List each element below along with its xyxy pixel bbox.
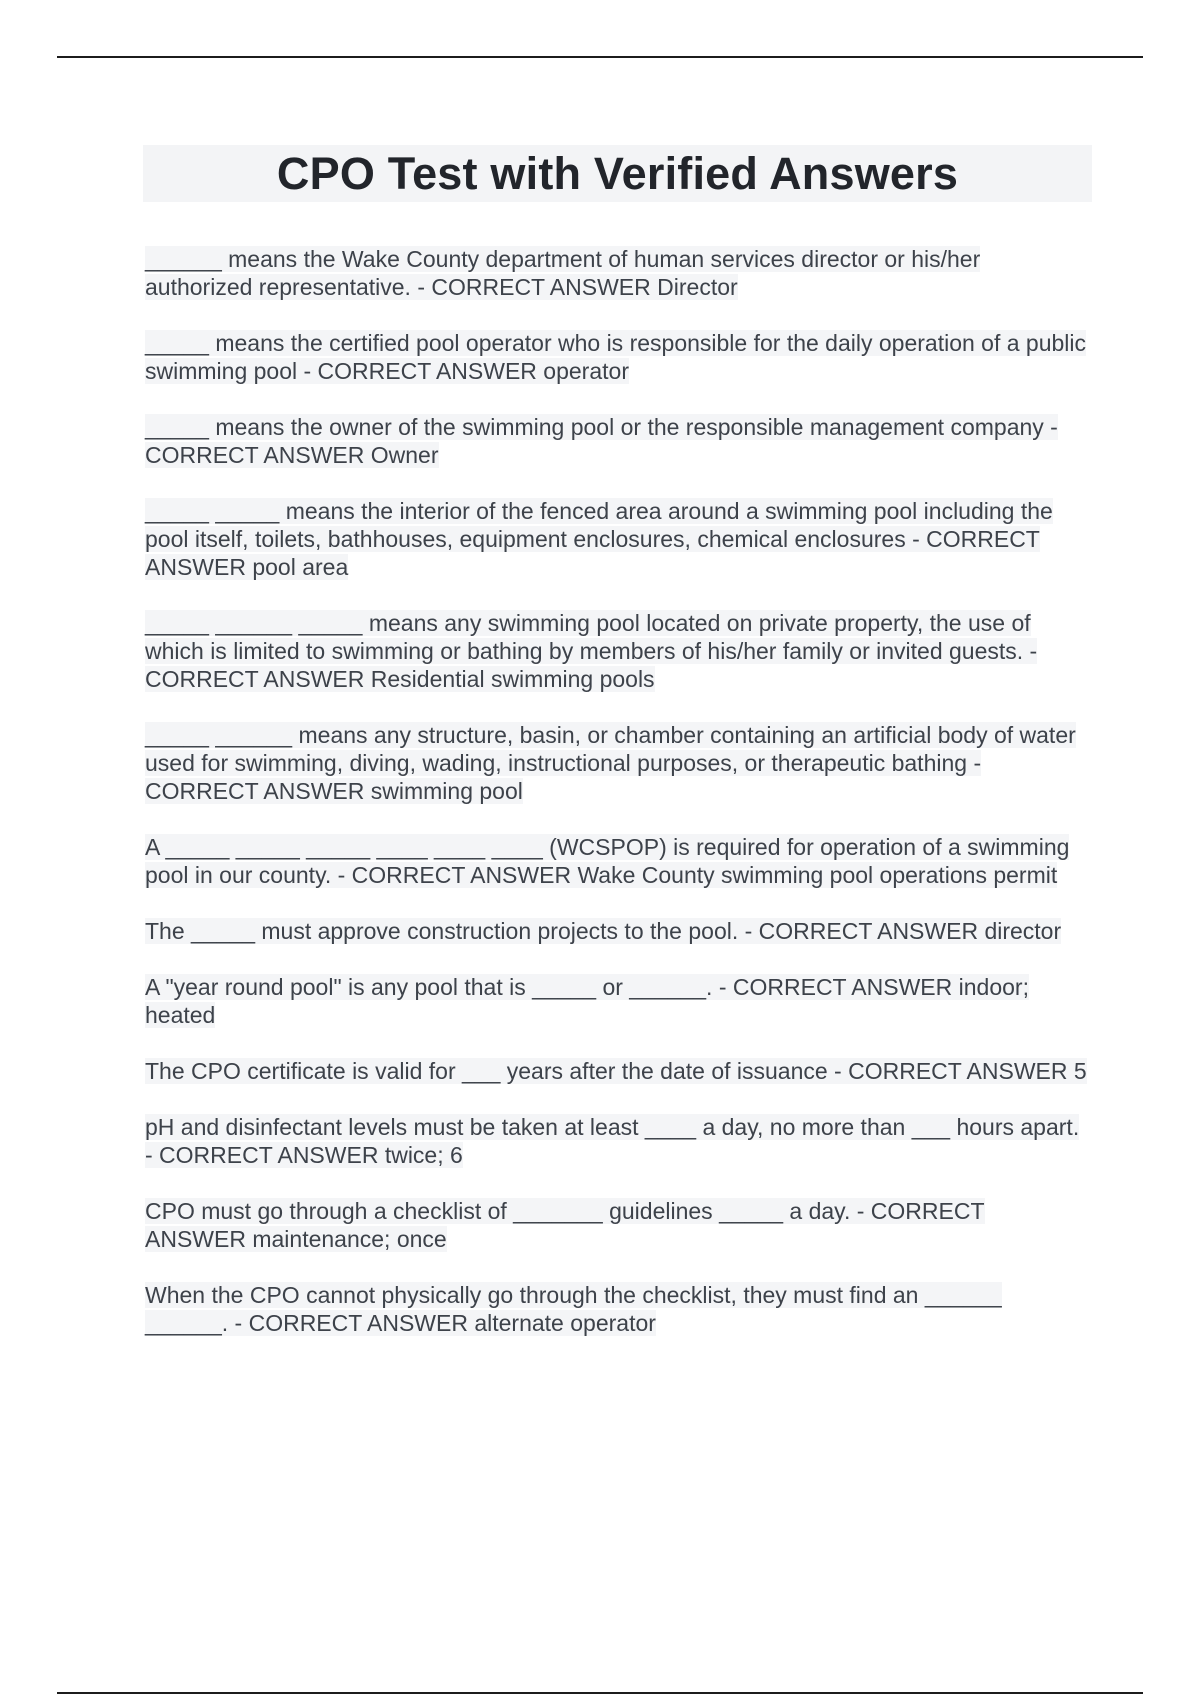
question-item <box>145 917 1090 945</box>
question-text: _____ ______ _____ means any swimming pool located on private property, the use of which is limited to swimming or bathing by members of his/her family or invited guests. - CORRECT ANSWER Residential swimming pools <box>145 610 1038 692</box>
question-text: A _____ _____ _____ ____ ____ ____ (WCSPOP) is required for operation of a swimming pool in our county. - CORRECT ANSWER Wake County swimming pool operations permit <box>145 834 1070 888</box>
question-list <box>145 245 1090 1365</box>
question-text: ______ means the Wake County department of human services director or his/her authorized representative. - CORRECT ANSWER Director <box>145 246 981 300</box>
title-band <box>143 145 1092 202</box>
footer-rule <box>57 1692 1143 1694</box>
page-title: CPO Test with Verified Answers <box>276 147 959 199</box>
question-item <box>145 1113 1090 1169</box>
question-item <box>145 973 1090 1029</box>
question-text: The _____ must approve construction projects to the pool. - CORRECT ANSWER director <box>145 918 1062 944</box>
question-item <box>145 245 1090 301</box>
question-text: CPO must go through a checklist of _______ guidelines _____ a day. - CORRECT ANSWER maintenance; once <box>145 1198 985 1252</box>
question-item <box>145 1057 1090 1085</box>
question-item <box>145 833 1090 889</box>
question-item <box>145 329 1090 385</box>
question-text: _____ means the owner of the swimming pool or the responsible management company - CORRECT ANSWER Owner <box>145 414 1058 468</box>
question-text: _____ means the certified pool operator who is responsible for the daily operation of a public swimming pool - CORRECT ANSWER operator <box>145 330 1087 384</box>
question-text: The CPO certificate is valid for ___ years after the date of issuance - CORRECT ANSWER 5 <box>145 1058 1087 1084</box>
question-item <box>145 413 1090 469</box>
question-text: pH and disinfectant levels must be taken at least ____ a day, no more than ___ hours apart. - CORRECT ANSWER twice; 6 <box>145 1114 1080 1168</box>
question-text: _____ ______ means any structure, basin, or chamber containing an artificial body of water used for swimming, diving, wading, instructional purposes, or therapeutic bathing - CORRECT ANSWER swimming pool <box>145 722 1076 804</box>
question-text: _____ _____ means the interior of the fenced area around a swimming pool including the pool itself, toilets, bathhouses, equipment enclosures, chemical enclosures - CORRECT ANSWER pool area <box>145 498 1053 580</box>
question-item <box>145 1197 1090 1253</box>
question-item <box>145 1281 1090 1337</box>
header-rule <box>57 56 1143 58</box>
question-item <box>145 609 1090 693</box>
question-item <box>145 721 1090 805</box>
question-text: When the CPO cannot physically go through the checklist, they must find an ______ ______. - CORRECT ANSWER alternate operator <box>145 1282 1002 1336</box>
question-text: A "year round pool" is any pool that is _____ or ______. - CORRECT ANSWER indoor; heated <box>145 974 1029 1028</box>
question-item <box>145 497 1090 581</box>
